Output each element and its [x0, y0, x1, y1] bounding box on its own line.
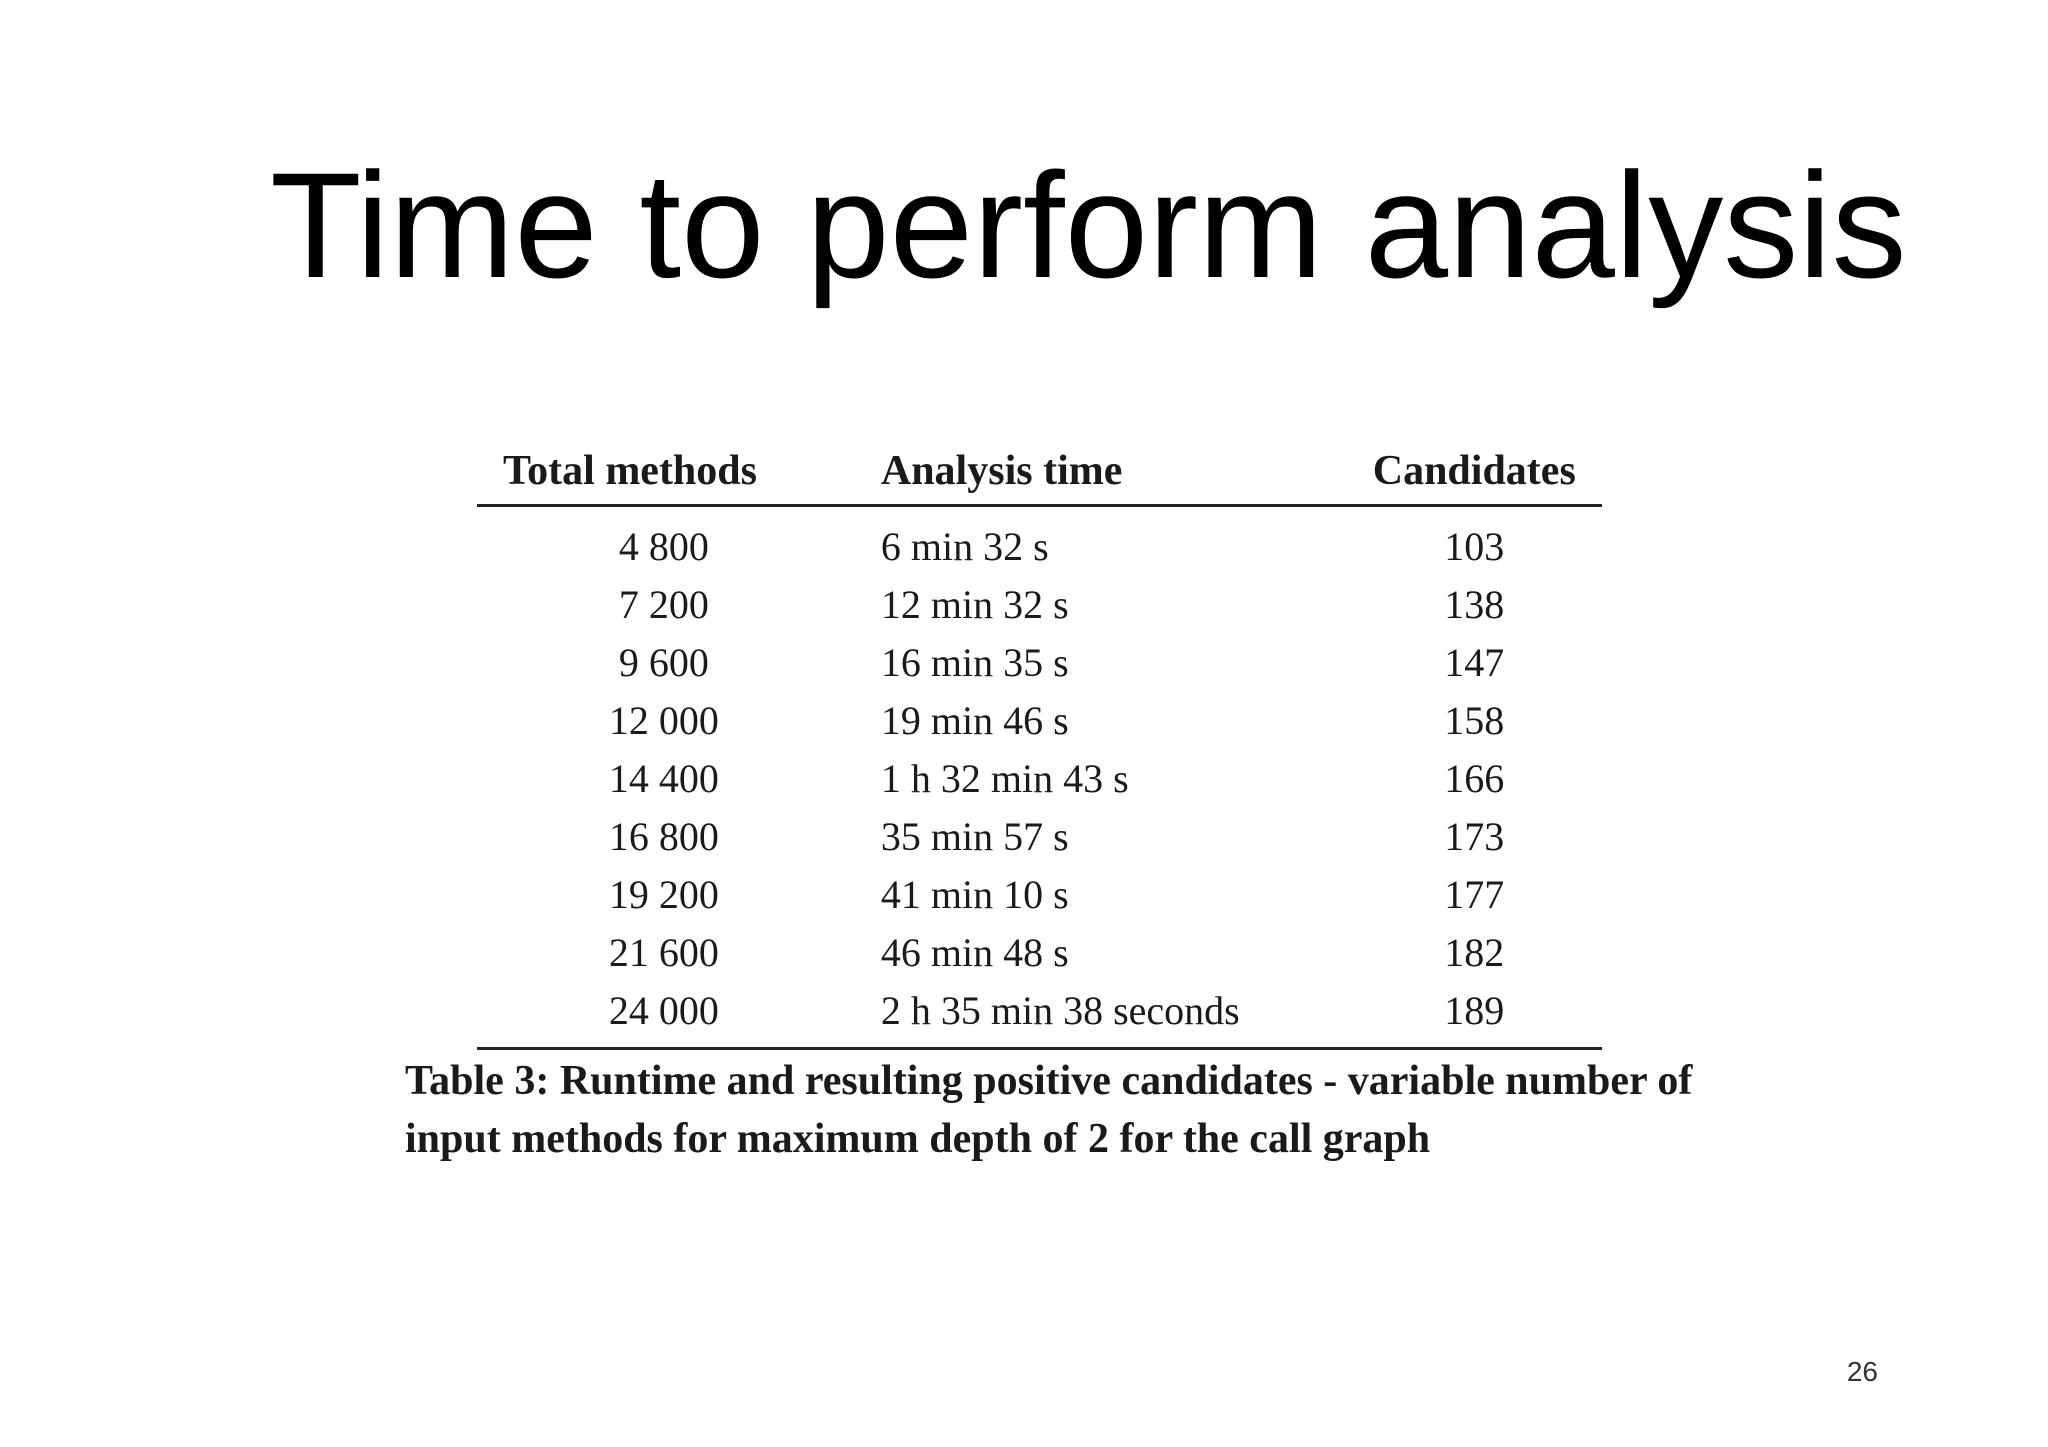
cell-candidates: 147	[1444, 639, 1505, 685]
table-row	[477, 691, 1602, 749]
header-candidates: Candidates	[1347, 438, 1602, 506]
cell-candidates: 103	[1444, 523, 1505, 569]
cell-total-methods: 4 800	[618, 523, 709, 569]
table-row	[477, 865, 1602, 923]
header-total-methods: Total methods	[477, 438, 881, 506]
page-number: 26	[1846, 1356, 1878, 1387]
cell-candidates: 189	[1347, 981, 1602, 1049]
cell-total-methods: 21 600	[608, 929, 719, 975]
cell-candidates: 177	[1444, 871, 1505, 917]
table-row	[477, 923, 1602, 981]
cell-total-methods: 12 000	[608, 697, 719, 743]
cell-analysis-time: 12 min 32 s	[880, 581, 1069, 627]
cell-total-methods: 7 200	[618, 581, 709, 627]
cell-analysis-time: 6 min 32 s	[880, 523, 1049, 569]
cell-total-methods: 14 400	[608, 755, 719, 801]
table-header-row	[477, 438, 1602, 506]
table-row	[477, 575, 1602, 633]
cell-candidates: 182	[1444, 929, 1505, 975]
table-row	[477, 981, 1602, 1049]
cell-candidates: 158	[1444, 697, 1505, 743]
cell-total-methods: 24 000	[477, 981, 881, 1049]
cell-analysis-time: 19 min 46 s	[880, 697, 1069, 743]
cell-total-methods: 19 200	[608, 871, 719, 917]
table-row	[477, 807, 1602, 865]
cell-candidates: 173	[1444, 813, 1505, 859]
table-caption: Table 3: Runtime and resulting positive candidates - variable number of input methods for maximum depth of 2 for the call graph	[405, 1058, 1693, 1162]
results-table	[477, 438, 1602, 1050]
slide-title: Time to perform analysis	[270, 141, 1907, 309]
header-analysis-time: Analysis time	[881, 438, 1347, 506]
cell-analysis-time: 46 min 48 s	[880, 929, 1069, 975]
cell-analysis-time: 2 h 35 min 38 seconds	[881, 981, 1347, 1049]
cell-total-methods: 16 800	[608, 813, 719, 859]
cell-analysis-time: 16 min 35 s	[880, 639, 1069, 685]
table-row	[477, 749, 1602, 807]
cell-total-methods: 9 600	[618, 639, 709, 685]
results-table-container	[477, 438, 1602, 1050]
cell-analysis-time: 41 min 10 s	[880, 871, 1069, 917]
cell-candidates: 166	[1444, 755, 1505, 801]
cell-candidates: 138	[1444, 581, 1505, 627]
cell-analysis-time: 35 min 57 s	[880, 813, 1069, 859]
table-row	[477, 506, 1602, 576]
cell-analysis-time: 1 h 32 min 43 s	[880, 755, 1129, 801]
table-row	[477, 633, 1602, 691]
